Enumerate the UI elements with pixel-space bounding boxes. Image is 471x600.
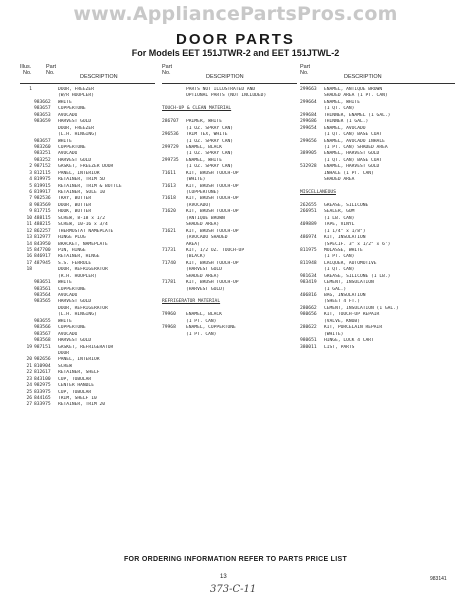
part-description: (WHITE) [324, 331, 344, 337]
part-description: (1 OZ. SPRAY CAN) [186, 151, 234, 157]
part-number: 982975 [34, 383, 51, 389]
part-number: 843100 [34, 376, 51, 382]
part-number: 983564 [34, 293, 51, 298]
part-description: (SHEET 4 FT.) [324, 299, 360, 305]
part-number: 79968 [162, 325, 176, 331]
part-number: 280662 [300, 305, 317, 311]
part-description: (1 PT. CAN) [186, 331, 217, 337]
part-description: KIT, BRUSH TOUCH-UP [186, 228, 239, 234]
part-number: 280622 [300, 325, 317, 331]
part-description: COPPERTONE [58, 286, 86, 292]
part-description: (1 QT. CAN) BASE COAT [324, 132, 383, 138]
page-subtitle: For Models EET 151JTWR-2 and EET 151JTWL-2 [131, 48, 340, 58]
illus-header: Illus. [20, 64, 32, 70]
part-number: 983662 [34, 99, 51, 105]
part-description: ENAMEL, AVOCADO INHALE [324, 138, 385, 144]
illus-number: 14 [26, 241, 32, 247]
part-number: 982656 [34, 357, 51, 363]
document-number: 983141 [430, 576, 447, 582]
part-number: 299663 [300, 87, 317, 92]
part-description: RETAINER, SOLE 10 [58, 190, 106, 195]
illus-number: 2 [29, 164, 32, 170]
part-description: RETAINER, TRIM & BOTTLE [58, 183, 122, 189]
illus-number: 23 [26, 376, 32, 382]
part-description: ENAMEL, COPPERTONE [186, 325, 236, 331]
part-description: (1 QT. CAN) [324, 106, 355, 112]
part-description: TRIM TEX, WHITE [186, 132, 228, 138]
illus-no-header: No. [23, 70, 32, 76]
part-number: 983657 [34, 138, 51, 144]
illus-number: 1 [29, 87, 32, 92]
part-description: KIT, BRUSH TOUCH-UP [186, 196, 239, 202]
parts-list-1 [20, 87, 155, 409]
part-description: THINNER (1 GAL.) [324, 119, 369, 125]
part-description: ENAMEL, HARVEST GOLD [324, 164, 380, 170]
description-header: DESCRIPTION [344, 74, 382, 80]
part-description: PIN, HINGE [58, 247, 86, 253]
part-description: DOOR [58, 350, 70, 356]
part-description: PANEL, INTERIOR [58, 357, 100, 363]
illus-number: 22 [26, 370, 32, 376]
part-number: 987152 [34, 164, 51, 170]
part-number: 266951 [300, 209, 317, 215]
illus-number: 15 [26, 247, 32, 253]
part-number: 862257 [34, 228, 51, 234]
part-description: RETAINER, TRIM 20 [58, 402, 106, 408]
part-description: AVOCADO [58, 331, 78, 337]
part-description: KIT, BRUSH TOUCH-UP [186, 260, 239, 266]
part-number: 833975 [34, 402, 51, 408]
part-description: CEMENT, INSULATION [324, 280, 374, 286]
illus-number: 26 [26, 396, 32, 401]
part-description: (1 PT. CAN) [324, 254, 355, 260]
part-number: 983659 [34, 119, 51, 125]
part-description: KIT, BRUSH TOUCH-UP [186, 209, 239, 215]
part-description: (1 QT. CAN) [324, 267, 355, 273]
description-header: DESCRIPTION [206, 74, 244, 80]
part-description: BRACKET, NAMEPLATE [58, 241, 108, 247]
part-header: Part [162, 64, 173, 70]
intro-line: OPTIONAL PARTS (NOT INCLUDED) [186, 93, 267, 99]
part-description: TRAY, BUTTER [58, 196, 92, 202]
intro-line: PARTS NOT ILLUSTRATED AND [186, 87, 256, 92]
part-description: (1 LB. CAN) [324, 215, 355, 221]
part-number: 983569 [34, 202, 51, 208]
part-description: GASKET, FREEZER DOOR [58, 164, 114, 170]
part-number: 819975 [34, 177, 51, 183]
part-number [300, 177, 324, 183]
part-description: WHITE [58, 280, 72, 286]
illus-number: 19 [26, 344, 32, 350]
column-header [20, 62, 155, 84]
part-description: (L.H. HINGING) [58, 312, 97, 318]
part-number: 983561 [34, 286, 51, 292]
illus-number: 4 [29, 177, 32, 183]
part-description: KIT, BRUSH TOUCH-UP [186, 280, 239, 286]
illus-number: 5 [29, 183, 32, 189]
part-number: 983657 [34, 106, 51, 112]
part-description: S.S. FERRULE [58, 260, 92, 266]
part-number: 71621 [162, 228, 176, 234]
part-number: 488215 [34, 222, 51, 228]
part-number: 296536 [162, 132, 179, 138]
illus-number: 17 [26, 260, 32, 266]
part-number: 409889 [300, 222, 317, 228]
part-number: 71740 [162, 260, 176, 266]
illus-number: 18 [26, 267, 32, 273]
part-number: 983653 [34, 112, 51, 118]
part-description: KIT, TOUCH-UP REPAIR [324, 312, 380, 318]
description-header: DESCRIPTION [80, 74, 118, 80]
part-number: 812977 [34, 235, 51, 241]
part-description: (WHITE) [186, 177, 206, 183]
part-number: 819917 [34, 190, 51, 195]
part-description: SCREW, 8-18 x 1/2 [58, 215, 106, 221]
part-number: 488115 [34, 215, 51, 221]
part-description: ENAMEL, BLACK [186, 312, 222, 318]
parts-column-3 [300, 62, 455, 351]
parts-column-2 [162, 62, 297, 338]
part-description: (L.H. HINGING) [58, 132, 97, 138]
illus-number: 25 [26, 389, 32, 395]
part-number: 847700 [34, 247, 51, 253]
parts-list-3b [300, 203, 455, 351]
illus-number: 12 [26, 228, 32, 234]
part-number [162, 287, 186, 293]
part-number: 833975 [34, 389, 51, 395]
illus-number: 20 [26, 357, 32, 363]
part-description: GASKET, REFRIGERATOR [58, 344, 114, 350]
part-number: 380011 [300, 344, 317, 350]
part-description: AVOCADO [58, 151, 78, 157]
part-header: Part [300, 64, 311, 70]
part-description: TAPE, VINYL [324, 222, 355, 228]
section-heading: TOUCH-UP & CLEAN MATERIAL [162, 106, 232, 112]
part-number [162, 332, 186, 338]
part-description: DOOR, FREEZER [58, 87, 94, 92]
illus-number: 7 [29, 196, 32, 202]
part-no-header: No. [162, 70, 171, 76]
part-description: GREASE, SILICONE (1 LB.) [324, 273, 391, 279]
part-description: AVOCADO [58, 293, 78, 298]
part-description: (VALVE, KNOB) [324, 318, 360, 324]
part-description: DOOR, FREEZER [58, 125, 94, 131]
part-description: MOLASSE, WHITE [324, 247, 363, 253]
part-description: KIT, PORCELAIN REPAIR [324, 325, 383, 331]
part-description: (1 1/4" x 1/8") [324, 228, 366, 234]
column-header [300, 62, 455, 84]
part-description: CUP, TUBULAR [58, 389, 92, 395]
part-number: 980651 [300, 338, 317, 344]
handwritten-note: 373-C-11 [210, 584, 257, 595]
part-number: 983567 [34, 331, 51, 337]
part-description: (1 OZ. SPRAY CAN) [186, 125, 234, 131]
illus-number: 8 [29, 202, 32, 208]
part-description: CEMENT, INSULATION (1 GAL.) [324, 305, 399, 311]
illus-number: 6 [29, 190, 32, 195]
part-description: SCREW [58, 363, 72, 369]
part-number: 389905 [300, 151, 317, 157]
part-number: 299654 [300, 125, 317, 131]
part-number: 487945 [34, 260, 51, 266]
part-description: (HARVEST GOLD [186, 267, 222, 273]
part-description: KIT, BRUSH TOUCH-UP [186, 170, 239, 176]
part-description: HARVEST GOLD [58, 338, 92, 344]
part-number: 981634 [300, 273, 317, 279]
illus-number: 3 [29, 170, 32, 176]
part-description: KIT, INSULATION [324, 235, 366, 241]
part-description: HARVEST GOLD [58, 119, 92, 125]
part-description: DOOR, REFRIGERATOR [58, 305, 108, 311]
part-description: PANEL, INTERIOR [58, 170, 100, 176]
part-description: KIT, 1/2 OZ. TOUCH-UP [186, 247, 245, 253]
part-number: 486974 [300, 235, 317, 241]
part-number: 299686 [300, 119, 317, 125]
page-title: DOOR PARTS [176, 31, 295, 48]
part-number: 983251 [34, 151, 51, 157]
part-number: 299664 [300, 99, 317, 105]
parts-list-2a [162, 119, 297, 293]
parts-list-2b [162, 312, 297, 338]
illus-number: 9 [29, 209, 32, 215]
part-number: 983568 [34, 338, 51, 344]
part-description: (BLACK) [186, 254, 206, 260]
part-number: 983419 [300, 280, 317, 286]
part-number: 980656 [300, 312, 317, 318]
part-number: 299684 [300, 112, 317, 118]
part-description: KIT, BRUSH TOUCH-UP [186, 183, 239, 189]
part-number: 987151 [34, 344, 51, 350]
part-description: DOOR, BUTTER [58, 202, 92, 208]
part-description: (AVOCADO) [186, 202, 211, 208]
ordering-footer: FOR ORDERING INFORMATION REFER TO PARTS PRICE LIST [123, 556, 348, 563]
part-number: 71620 [162, 209, 176, 215]
part-description: SEALER, GUM [324, 209, 355, 215]
part-number: 532928 [300, 164, 317, 170]
part-number: 299735 [162, 157, 179, 163]
part-description: (ANTIQUE BROWN [186, 215, 225, 221]
part-description: RETAINER, HINGE [58, 254, 100, 260]
part-description: SHADED AREA) [186, 222, 220, 228]
part-number: 983252 [34, 157, 51, 163]
parts-column-1 [20, 62, 155, 409]
part-description: BAG, INSULATION [324, 293, 366, 298]
part-description: ENAMEL, BLACK [186, 144, 222, 150]
part-description: CENTER HANDLE [58, 383, 94, 389]
part-number: 983260 [34, 144, 51, 150]
part-number: 812115 [34, 170, 51, 176]
part-number: 810904 [34, 363, 51, 369]
part-no-header: No. [46, 70, 55, 76]
part-description: ENAMEL, ANTIQUE BROWN [324, 87, 383, 92]
part-number: 286707 [162, 119, 179, 125]
section-heading: MISCELLANEOUS [300, 190, 336, 195]
part-description: CUP, TUBULAR [58, 376, 92, 382]
part-description: (1 PT. CAN) SHADED AREA [324, 144, 388, 150]
part-number: 844165 [34, 396, 51, 401]
part-description: (1 QT. CAN) BASE COAT [324, 157, 383, 163]
part-description: LACQUER, AUTOMOTIVE [324, 260, 377, 266]
part-number: 406816 [300, 293, 317, 298]
part-description: HARVEST GOLD [58, 299, 92, 305]
part-description: WHITE [58, 99, 72, 105]
part-description: COPPERTONE [58, 325, 86, 331]
part-description: (COPPERTONE) [186, 190, 220, 195]
part-description: COPPERTONE [58, 144, 86, 150]
part-description: ENAMEL, WHITE [186, 157, 222, 163]
part-description: LIST, PARTS [324, 344, 355, 350]
illus-number: 13 [26, 235, 32, 241]
parts-list-3a [300, 87, 455, 184]
part-description: (1 PT. CAN) [186, 318, 217, 324]
part-number: 983655 [34, 318, 51, 324]
part-description: TRIM, SHELF 10 [58, 396, 97, 401]
part-description: (R.H. HOOPLER) [58, 273, 97, 279]
part-description: WHITE [58, 138, 72, 144]
illus-number: 21 [26, 363, 32, 369]
part-number: 982536 [34, 196, 51, 202]
part-description: AREA) [186, 241, 200, 247]
part-number: 262655 [300, 202, 317, 208]
part-description: (1 OZ. SPRAY CAN) [186, 138, 234, 144]
illus-number: 11 [26, 222, 32, 228]
part-description: SHADED AREA) [186, 273, 220, 279]
part-description: WHITE [58, 318, 72, 324]
column-header [162, 62, 297, 84]
part-number: 811948 [300, 260, 317, 266]
part-number: 299729 [162, 144, 179, 150]
part-description: GREASE, SILICONE [324, 202, 369, 208]
part-header: Part [46, 64, 57, 70]
part-row [300, 345, 455, 351]
part-number: 299656 [300, 138, 317, 144]
part-description: HARVEST GOLD [58, 157, 92, 163]
part-number: 71618 [162, 196, 176, 202]
part-description: SHADED AREA (1 PT. CAN) [324, 93, 388, 99]
part-description: ENAMEL, HARVEST GOLD [324, 151, 380, 157]
part-description: HOOK, BUTTER [58, 209, 92, 215]
part-description: (AVOCADO SHADED [186, 235, 228, 241]
part-description: THINNER, ENAMEL (1 GAL.) [324, 112, 391, 118]
part-description: (1 GAL.) [324, 286, 347, 292]
part-description: SCREW, 10-16 x 3/4 [58, 222, 108, 228]
part-number: 983651 [34, 280, 51, 286]
part-number: 983565 [34, 299, 51, 305]
illus-number: 24 [26, 383, 32, 389]
illus-number: 16 [26, 254, 32, 260]
watermark: www.AppliancePartsPros.com [73, 3, 398, 25]
part-description: (1 OZ. SPRAY CAN) [186, 164, 234, 170]
part-no-header: No. [300, 70, 309, 76]
part-number: 71611 [162, 170, 176, 176]
part-number: 71781 [162, 280, 176, 286]
part-description: (HARVEST GOLD) [186, 286, 225, 292]
part-number: 71613 [162, 183, 176, 189]
part-number: 811975 [300, 247, 317, 253]
part-number: 79960 [162, 312, 176, 318]
illus-number: 10 [26, 215, 32, 221]
part-row [20, 402, 155, 408]
part-description: THERMOSTAT NAMEPLATE [58, 228, 114, 234]
part-description: (SPECIF. 3" x 1/2" x 6') [324, 241, 391, 247]
part-description: INHALE (1 PT. CAN) [324, 170, 374, 176]
part-row [162, 287, 297, 293]
illus-number: 27 [26, 402, 32, 408]
part-description: PRIMER, WHITE [186, 119, 222, 125]
section-heading: REFRIGERATOR MATERIAL [162, 299, 221, 305]
part-description: (W/R HOOPLER) [58, 93, 94, 99]
part-description: DOOR, REFRIGERATOR [58, 267, 108, 273]
page-number: 13 [220, 574, 227, 580]
part-description: HINGE, LOCK 4 CART [324, 338, 374, 344]
part-number: 812617 [34, 370, 51, 376]
part-number: 983566 [34, 325, 51, 331]
part-description: COPPERTONE [58, 106, 86, 112]
part-number: 819915 [34, 183, 51, 189]
part-description: SHADED AREA [324, 177, 355, 183]
part-row [162, 332, 297, 338]
part-description: AVOCADO [58, 112, 78, 118]
part-description: RETAINER, SHELF [58, 370, 100, 376]
part-description: HINGE PLUG [58, 235, 86, 241]
part-description: ENAMEL, WHITE [324, 99, 360, 105]
part-description: RETAINER, TRIM 5D [58, 177, 106, 183]
part-number: 817715 [34, 209, 51, 215]
part-row [300, 177, 455, 183]
part-description: ENAMEL, AVOCADO [324, 125, 366, 131]
part-number: 843950 [34, 241, 51, 247]
part-number: 71731 [162, 247, 176, 253]
part-number: 846917 [34, 254, 51, 260]
